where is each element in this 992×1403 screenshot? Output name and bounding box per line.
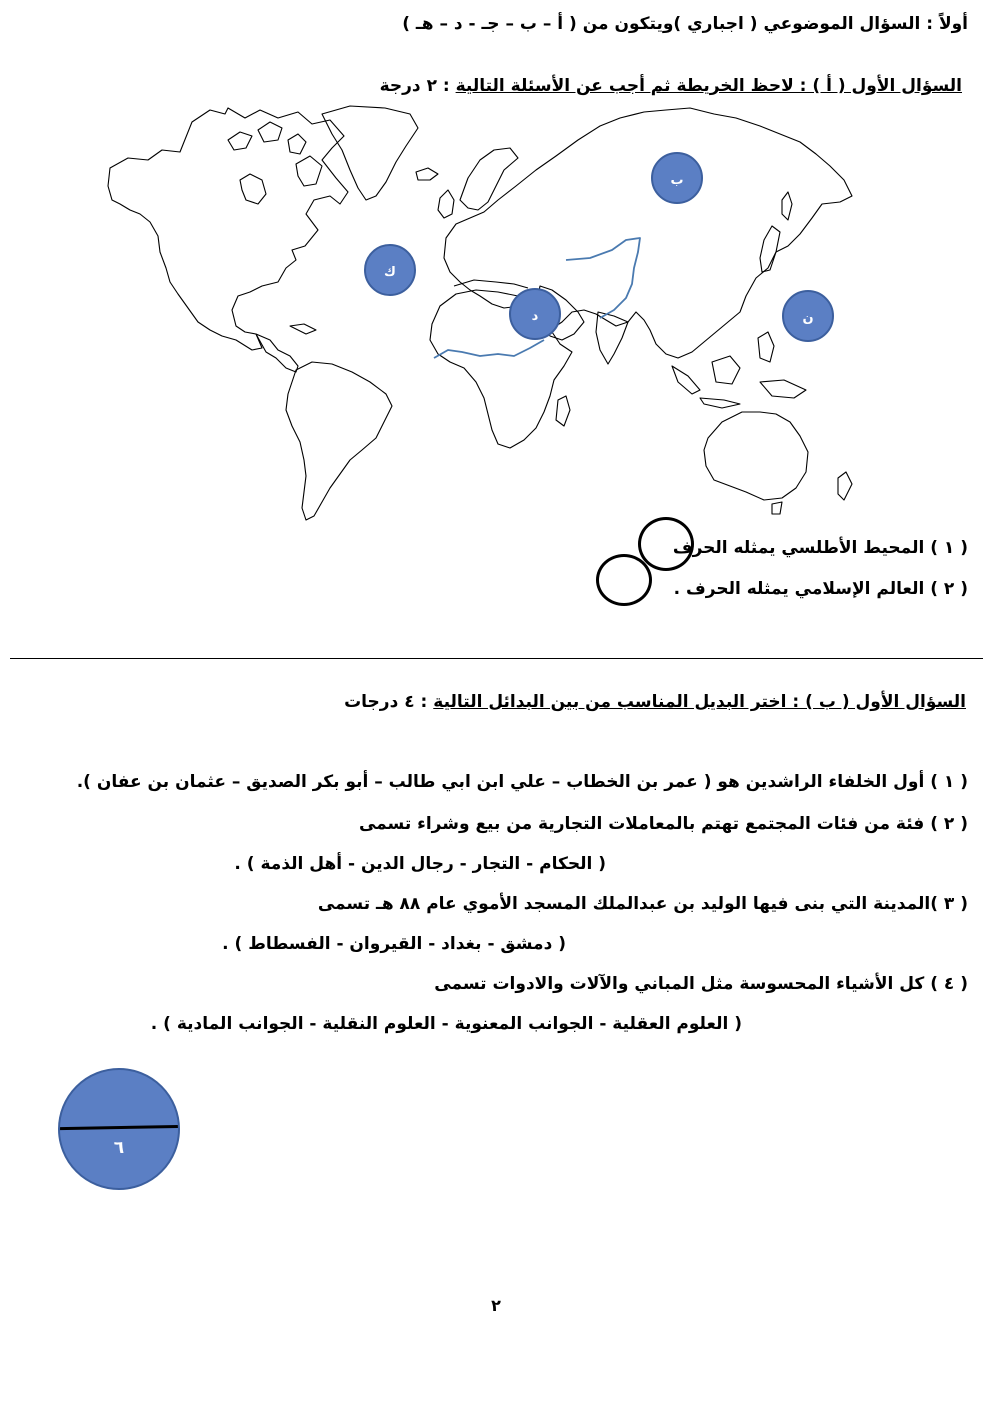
question-1a-item-1: ( ١ ) المحيط الأطلسي يمثله الحرف (672, 538, 968, 558)
baffin-island (296, 156, 322, 186)
question-1b-item-3: ( ٣ )المدينة التي بنى فيها الوليد بن عبدالملك المسجد الأموي عام ٨٨ هـ تسمى (317, 894, 968, 914)
arctic-island-3 (288, 134, 306, 154)
world-map (100, 100, 870, 525)
britain (438, 190, 454, 218)
indian-subcontinent (596, 312, 628, 364)
question-1b-item-4-options: ( العلوم العقلية - الجوانب المعنوية - العلوم النقلية - الجوانب المادية ) . (150, 1014, 742, 1034)
central-america-outline (256, 334, 298, 372)
question-1b-grade: : ٤ درجات (344, 692, 434, 712)
map-marker-k-label: ك (384, 265, 396, 280)
tasmania (772, 502, 782, 514)
madagascar (556, 396, 570, 426)
borneo (712, 356, 740, 384)
question-1b-item-1: ( ١ ) أول الخلفاء الراشدين هو ( عمر بن الخطاب – علي ابن ابي طالب – أبو بكر الصديق – عثمان بن عفان ). (76, 772, 968, 792)
mediterranean-coast (454, 280, 528, 288)
new-zealand (838, 472, 852, 500)
score-total: ٦ (113, 1138, 125, 1158)
section-divider (10, 658, 983, 659)
section-title: أولاً : السؤال الموضوعي ( اجباري )ويتكون من ( أ – ب – جـ - د – هـ ) (402, 14, 968, 34)
iceland (416, 168, 438, 180)
cuba (290, 324, 316, 334)
map-marker-d (510, 289, 560, 339)
question-1b-title (344, 690, 966, 714)
sakhalin (782, 192, 792, 220)
map-marker-b (652, 153, 702, 203)
question-1b-item-2-options: ( الحكام - التجار - رجال الدين - أهل الذمة ) . (234, 854, 606, 874)
answer-circle-2[interactable] (596, 554, 652, 606)
score-circle (58, 1068, 180, 1190)
islamic-world-boundary-north (566, 238, 640, 318)
java (700, 398, 740, 408)
new-guinea (760, 380, 806, 398)
australia-outline (704, 412, 808, 500)
question-1a-title (380, 74, 962, 98)
question-1b-item-3-options: ( دمشق - بغداد - القيروان - الفسطاط ) . (222, 934, 566, 954)
sumatra (672, 366, 700, 394)
islamic-world-boundary-west (434, 340, 544, 358)
map-marker-n (783, 291, 833, 341)
question-1a-heading: السؤال الأول ( أ ) : لاحظ الخريطة ثم أجب عن الأسئلة التالية (455, 76, 962, 96)
question-1b-item-4: ( ٤ ) كل الأشياء المحسوسة مثل المباني والآلات والادوات تسمى (434, 974, 968, 994)
map-marker-n-label: ن (802, 311, 814, 326)
map-marker-b-label: ب (670, 173, 684, 188)
greenland-outline (322, 106, 418, 200)
arctic-island-1 (228, 132, 252, 150)
page-number: ٢ (491, 1296, 501, 1315)
score-divider-line (58, 1125, 180, 1130)
arctic-island-2 (258, 122, 282, 142)
answer-circle-1[interactable] (638, 517, 694, 571)
question-1b-item-2: ( ٢ ) فئة من فئات المجتمع تهتم بالمعاملات التجارية من بيع وشراء تسمى (358, 814, 968, 834)
philippines (758, 332, 774, 362)
map-marker-k (365, 245, 415, 295)
north-america-outline (108, 108, 348, 350)
question-1b-heading: السؤال الأول ( ب ) : اختر البديل المناسب من بين البدائل التالية (433, 692, 966, 712)
hudson-bay (240, 174, 266, 204)
question-1a-grade: : ٢ درجة (379, 76, 456, 96)
question-1a-item-2: ( ٢ ) العالم الإسلامي يمثله الحرف . (673, 579, 968, 599)
scandinavia (460, 148, 518, 210)
south-america-outline (286, 362, 392, 520)
map-marker-d-label: د (531, 309, 539, 324)
